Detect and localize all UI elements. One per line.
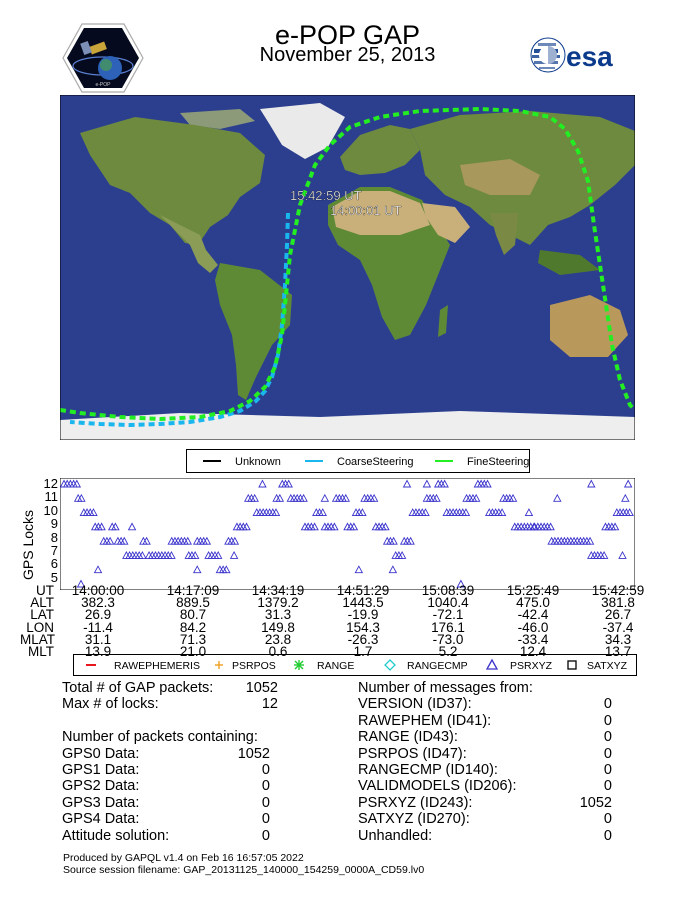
ytick-label: 6: [50, 556, 58, 572]
legend-label-psrxyz: PSRXYZ: [510, 660, 553, 672]
orbit-cell: -19.9: [347, 607, 379, 623]
stat-value: 12: [261, 696, 278, 713]
orbit-cell: 1.7: [353, 644, 373, 659]
orbit-cell: 154.3: [346, 619, 380, 635]
legend-label-unknown: Unknown: [235, 456, 281, 468]
orbit-cell: 382.3: [81, 595, 115, 611]
page-title: e-POP GAP: [274, 20, 421, 50]
epop-mission-logo: [62, 22, 144, 94]
stat-label: GPS1 Data:: [62, 762, 140, 778]
stat-label: GPS0 Data:: [62, 745, 140, 762]
ytick-label: 9: [50, 516, 58, 532]
orbit-row-label: LON: [26, 619, 54, 635]
orbit-cell: 1443.5: [342, 595, 384, 611]
stat-value: 1052: [237, 745, 270, 762]
orbit-cell: 34.3: [604, 631, 632, 647]
msg-value: 0: [603, 696, 612, 713]
orbit-cell: 26.9: [84, 607, 112, 623]
map-label-end-time: 15:42:59 UT: [290, 188, 362, 203]
stat-value: 0: [261, 811, 270, 828]
orbit-cell: 15:25:49: [506, 583, 560, 598]
stat-value: 0: [261, 794, 270, 811]
msg-heading-label: Number of messages from:: [358, 680, 533, 696]
orbit-cell: 14:00:00: [71, 583, 125, 598]
orbit-cell: 176.1: [431, 619, 465, 635]
legend-symbol-range: [294, 660, 304, 670]
orbit-cell: 26.7: [604, 607, 632, 623]
orbit-map: [60, 95, 635, 440]
footer-produced-by: Produced by GAPQL v1.4 on Feb 16 16:57:05 2022: [63, 852, 304, 864]
stat-label: GPS2 Data:: [62, 778, 140, 795]
gps-locks-ylabel: GPS Locks: [20, 509, 36, 580]
msg-label: SATXYZ (ID270):: [358, 811, 470, 828]
orbit-cell: 14:51:29: [336, 583, 390, 598]
ytick-label: 10: [43, 502, 58, 518]
legend-label-range: RANGE: [317, 660, 355, 672]
legend-symbol-psrxyz: [487, 660, 497, 669]
legend-label-psrpos: PSRPOS: [232, 660, 276, 672]
orbit-cell: 15:42:59: [591, 583, 645, 598]
msg-value: 0: [603, 745, 612, 762]
legend-label-rangecmp: RANGECMP: [407, 660, 468, 672]
orbit-cell: 0.6: [268, 644, 288, 659]
ytick-label: 5: [50, 569, 58, 585]
legend-label-fine: FineSteering: [467, 456, 529, 468]
mission-logo-text: e-POP: [95, 82, 111, 88]
orbit-cell: 5.2: [438, 644, 458, 659]
orbit-cell: 889.5: [176, 595, 210, 611]
orbit-cell: -11.4: [83, 619, 113, 635]
stat-value: 1052: [245, 680, 278, 696]
legend-label-rawephemeris: RAWEPHEMERIS: [114, 660, 200, 672]
orbit-cell: 14:17:09: [166, 583, 220, 598]
ytick-label: 12: [43, 476, 58, 491]
msg-label: RANGE (ID43):: [358, 729, 458, 746]
msg-value: 0: [603, 729, 612, 746]
stat-label: Total # of GAP packets:: [62, 680, 214, 696]
legend-symbol-rangecmp: [385, 660, 395, 670]
orbit-cell: -72.1: [432, 607, 464, 623]
legend-symbol-psrpos: [215, 661, 223, 669]
orbit-cell: -33.4: [517, 631, 549, 647]
esa-logo: [528, 35, 633, 75]
orbit-cell: 381.8: [601, 595, 635, 611]
gps-locks-chart: [60, 478, 635, 590]
legend-symbol-satxyz: [568, 661, 576, 669]
stat-label: Max # of locks:: [62, 696, 159, 713]
msg-label: VALIDMODELS (ID206):: [358, 778, 517, 795]
msg-label: Unhandled:: [358, 827, 433, 844]
legend-label-coarse: CoarseSteering: [337, 456, 414, 468]
orbit-cell: 84.2: [179, 619, 207, 635]
orbit-cell: 1040.4: [427, 595, 469, 611]
msg-label: RAWEPHEM (ID41):: [358, 712, 492, 729]
ytick-label: 8: [50, 529, 58, 545]
orbit-cell: 15:08:39: [421, 583, 475, 598]
orbit-cell: 21.0: [179, 644, 207, 659]
orbit-cell: -26.3: [347, 631, 379, 647]
orbit-cell: 23.8: [264, 631, 292, 647]
stat-label: Attitude solution:: [62, 827, 170, 844]
msg-label: RANGECMP (ID140):: [358, 762, 498, 778]
orbit-cell: -73.0: [432, 631, 464, 647]
orbit-row-label: ALT: [30, 595, 54, 611]
orbit-cell: -46.0: [517, 619, 549, 635]
stat-value: 0: [261, 778, 270, 795]
page-date: November 25, 2013: [259, 44, 436, 66]
msg-value: 0: [603, 762, 612, 778]
msg-value: 1052: [579, 794, 612, 811]
orbit-cell: 71.3: [179, 631, 207, 647]
orbit-cell: 12.4: [519, 644, 547, 659]
ytick-label: 11: [44, 489, 58, 505]
orbit-cell: 13.9: [84, 644, 112, 659]
orbit-cell: -42.4: [517, 607, 549, 623]
msg-value: 0: [603, 712, 612, 729]
orbit-cell: 475.0: [516, 595, 550, 611]
msg-label: VERSION (ID37):: [358, 696, 472, 713]
msg-label: PSRXYZ (ID243):: [358, 794, 473, 811]
msg-label: PSRPOS (ID47):: [358, 745, 467, 762]
ytick-label: 7: [50, 543, 58, 558]
orbit-cell: -37.4: [602, 619, 634, 635]
stat-heading-label: Number of packets containing:: [62, 729, 258, 746]
esa-logo-text: esa: [566, 41, 613, 72]
orbit-cell: 14:34:19: [251, 583, 305, 598]
footer-source-file: Source session filename: GAP_20131125_140000_154259_0000A_CD59.lv0: [63, 864, 425, 876]
orbit-row-label: MLT: [28, 644, 54, 659]
legend-label-satxyz: SATXYZ: [587, 660, 628, 672]
orbit-cell: 80.7: [179, 607, 207, 623]
map-legend: [186, 449, 530, 473]
map-label-start-time: 14:00:01 UT: [330, 203, 402, 218]
stat-label: GPS3 Data:: [62, 794, 140, 811]
orbit-row-label: LAT: [30, 607, 54, 623]
orbit-cell: 31.3: [264, 607, 292, 623]
stat-value: 0: [261, 762, 270, 778]
orbit-row-label: UT: [36, 583, 54, 598]
orbit-cell: 149.8: [261, 619, 295, 635]
stat-label: GPS4 Data:: [62, 811, 140, 828]
orbit-row-label: MLAT: [20, 631, 56, 647]
orbit-cell: 13.7: [604, 644, 632, 659]
message-legend: [73, 654, 637, 676]
msg-value: 0: [603, 827, 612, 844]
msg-value: 0: [603, 811, 612, 828]
stat-value: 0: [261, 827, 270, 844]
orbit-cell: 1379.2: [257, 595, 299, 611]
orbit-cell: 31.1: [84, 631, 112, 647]
msg-value: 0: [603, 778, 612, 795]
